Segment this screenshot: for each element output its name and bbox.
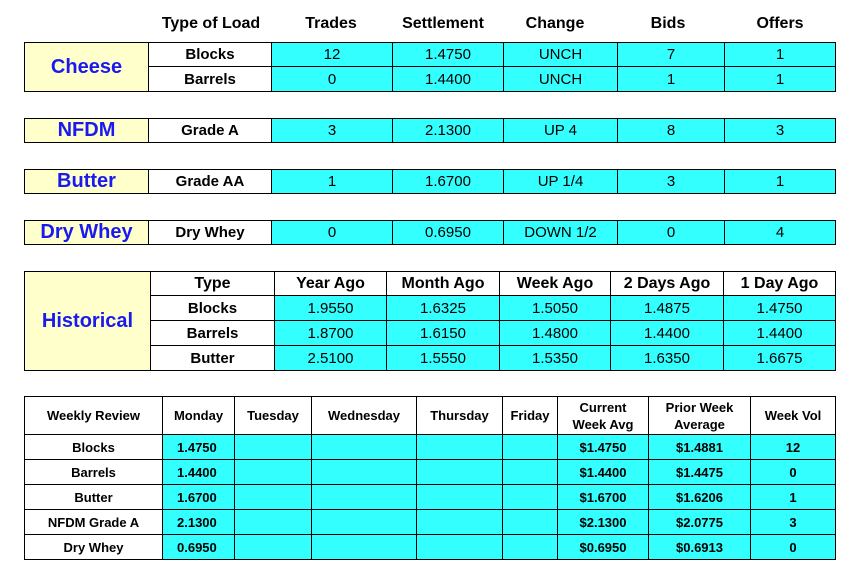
butter-label: Butter — [24, 169, 149, 194]
weekly-header: Friday — [502, 396, 558, 435]
friday-cell — [502, 434, 558, 460]
historical-header: 2 Days Ago — [610, 271, 724, 296]
header-type-of-load: Type of Load — [161, 15, 261, 32]
prior-week-avg-cell: $1.4475 — [648, 459, 751, 485]
monday-cell: 1.4400 — [162, 459, 235, 485]
offers-cell: 1 — [724, 66, 836, 92]
bids-cell: 7 — [617, 42, 725, 67]
current-week-avg-cell: $1.4400 — [557, 459, 649, 485]
value-cell: 1.5550 — [386, 345, 500, 371]
value-cell: 1.4750 — [723, 295, 836, 321]
historical-header: Week Ago — [499, 271, 611, 296]
nfdm-label: NFDM — [24, 118, 149, 143]
row-type: Blocks — [150, 295, 275, 321]
row-type: Barrels — [150, 320, 275, 346]
settlement-cell: 0.6950 — [392, 220, 504, 245]
row-type: Barrels — [148, 66, 272, 92]
thursday-cell — [416, 459, 503, 485]
wednesday-cell — [311, 534, 417, 560]
wednesday-cell — [311, 509, 417, 535]
value-cell: 1.6150 — [386, 320, 500, 346]
value-cell: 1.6325 — [386, 295, 500, 321]
row-type: Butter — [24, 484, 163, 510]
tuesday-cell — [234, 534, 312, 560]
row-type: Barrels — [24, 459, 163, 485]
offers-cell: 1 — [724, 42, 836, 67]
current-week-avg-cell: $2.1300 — [557, 509, 649, 535]
week-vol-cell: 1 — [750, 484, 836, 510]
historical-label: Historical — [24, 271, 151, 371]
historical-header: Year Ago — [274, 271, 387, 296]
value-cell: 1.4800 — [499, 320, 611, 346]
value-cell: 1.6675 — [723, 345, 836, 371]
wednesday-cell — [311, 434, 417, 460]
current-week-avg-cell: $1.4750 — [557, 434, 649, 460]
current-week-avg-cell: $1.6700 — [557, 484, 649, 510]
settlement-cell: 1.4750 — [392, 42, 504, 67]
week-vol-cell: 12 — [750, 434, 836, 460]
value-cell: 1.9550 — [274, 295, 387, 321]
prior-week-avg-cell: $1.6206 — [648, 484, 751, 510]
current-week-avg-cell: $0.6950 — [557, 534, 649, 560]
change-cell: UP 1/4 — [503, 169, 618, 194]
header-change: Change — [525, 15, 585, 32]
change-cell: UP 4 — [503, 118, 618, 143]
historical-header: 1 Day Ago — [723, 271, 836, 296]
tuesday-cell — [234, 484, 312, 510]
week-vol-cell: 0 — [750, 459, 836, 485]
weekly-header: Weekly Review — [24, 396, 163, 435]
trades-cell: 0 — [271, 220, 393, 245]
settlement-cell: 1.6700 — [392, 169, 504, 194]
monday-cell: 1.6700 — [162, 484, 235, 510]
thursday-cell — [416, 484, 503, 510]
row-type: NFDM Grade A — [24, 509, 163, 535]
tuesday-cell — [234, 459, 312, 485]
monday-cell: 2.1300 — [162, 509, 235, 535]
row-type: Butter — [150, 345, 275, 371]
bids-cell: 3 — [617, 169, 725, 194]
row-type: Blocks — [24, 434, 163, 460]
friday-cell — [502, 459, 558, 485]
row-type: Dry Whey — [24, 534, 163, 560]
weekly-header: Current Week Avg — [557, 396, 649, 435]
value-cell: 2.5100 — [274, 345, 387, 371]
offers-cell: 1 — [724, 169, 836, 194]
prior-week-avg-cell: $2.0775 — [648, 509, 751, 535]
weekly-header: Prior Week Average — [648, 396, 751, 435]
value-cell: 1.8700 — [274, 320, 387, 346]
cheese-label: Cheese — [24, 42, 149, 92]
row-type: Dry Whey — [148, 220, 272, 245]
wednesday-cell — [311, 484, 417, 510]
header-bids: Bids — [650, 15, 686, 32]
prior-week-avg-cell: $1.4881 — [648, 434, 751, 460]
thursday-cell — [416, 434, 503, 460]
change-cell: DOWN 1/2 — [503, 220, 618, 245]
header-settlement: Settlement — [402, 15, 484, 32]
value-cell: 1.6350 — [610, 345, 724, 371]
bids-cell: 8 — [617, 118, 725, 143]
value-cell: 1.5050 — [499, 295, 611, 321]
prior-week-avg-cell: $0.6913 — [648, 534, 751, 560]
bids-cell: 1 — [617, 66, 725, 92]
header-offers: Offers — [756, 15, 804, 32]
settlement-cell: 1.4400 — [392, 66, 504, 92]
monday-cell: 0.6950 — [162, 534, 235, 560]
week-vol-cell: 3 — [750, 509, 836, 535]
monday-cell: 1.4750 — [162, 434, 235, 460]
bids-cell: 0 — [617, 220, 725, 245]
change-cell: UNCH — [503, 42, 618, 67]
value-cell: 1.4875 — [610, 295, 724, 321]
week-vol-cell: 0 — [750, 534, 836, 560]
trades-cell: 3 — [271, 118, 393, 143]
trades-cell: 0 — [271, 66, 393, 92]
friday-cell — [502, 534, 558, 560]
tuesday-cell — [234, 434, 312, 460]
settlement-cell: 2.1300 — [392, 118, 504, 143]
row-type: Grade A — [148, 118, 272, 143]
historical-header: Type — [150, 271, 275, 296]
header-trades: Trades — [305, 15, 357, 32]
weekly-header: Wednesday — [311, 396, 417, 435]
trades-cell: 12 — [271, 42, 393, 67]
value-cell: 1.4400 — [723, 320, 836, 346]
friday-cell — [502, 509, 558, 535]
weekly-header: Thursday — [416, 396, 503, 435]
row-type: Grade AA — [148, 169, 272, 194]
value-cell: 1.4400 — [610, 320, 724, 346]
thursday-cell — [416, 509, 503, 535]
wednesday-cell — [311, 459, 417, 485]
weekly-header: Monday — [162, 396, 235, 435]
offers-cell: 4 — [724, 220, 836, 245]
tuesday-cell — [234, 509, 312, 535]
weekly-header: Week Vol — [750, 396, 836, 435]
weekly-header: Tuesday — [234, 396, 312, 435]
historical-header: Month Ago — [386, 271, 500, 296]
row-type: Blocks — [148, 42, 272, 67]
thursday-cell — [416, 534, 503, 560]
offers-cell: 3 — [724, 118, 836, 143]
friday-cell — [502, 484, 558, 510]
trades-cell: 1 — [271, 169, 393, 194]
change-cell: UNCH — [503, 66, 618, 92]
drywhey-label: Dry Whey — [24, 220, 149, 245]
value-cell: 1.5350 — [499, 345, 611, 371]
